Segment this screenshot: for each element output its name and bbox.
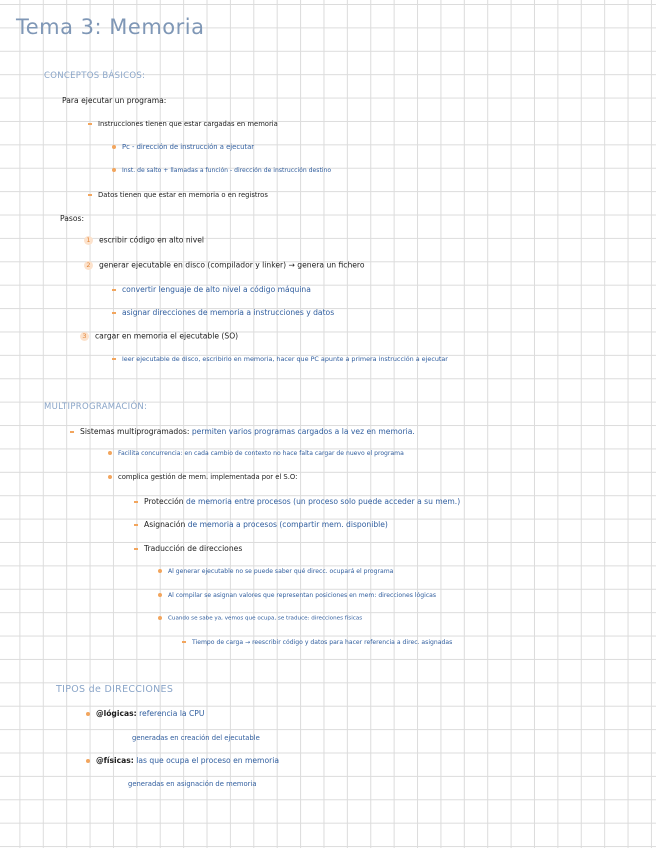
asignacion-line: Asignación de memoria a procesos (compartir mem. disponible) [134,521,388,529]
paso-3a-line: leer ejecutable de disco, escribirlo en memoria, hacer que PC apunte a primera instrucción a ejecutar [112,356,448,362]
step-number-icon: 3 [80,332,89,341]
bullet-icon [108,475,112,479]
section-heading-multiprog: MULTIPROGRAMACIÓN: [44,402,148,412]
bullet-icon [134,524,138,526]
bullet-icon [108,451,112,455]
traduccion-3-line: Cuando se sabe ya, vemos que ocupa, se traduce: direcciones físicas [158,616,362,622]
logicas-line: @lógicas: referencia la CPU [86,710,204,718]
paso-2b-line: asignar direcciones de memoria a instrucciones y datos [112,309,334,317]
step-number-icon: 2 [84,261,93,270]
bullet-icon [112,289,116,291]
traduccion-4-line: Tiempo de carga → reescribir código y datos para hacer referencia a direc. asignadas [182,640,452,646]
fisicas-sub-line: generadas en asignación de memoria [128,780,257,788]
pc-line: Pc - dirección de instrucción a ejecutar [112,144,254,151]
bullet-icon [112,312,116,314]
section-heading-tipos: TIPOS de DIRECCIONES [56,684,174,695]
datos-line: Datos tienen que estar en memoria o en registros [88,192,268,199]
bullet-icon [86,759,90,763]
facilita-line: Facilita concurrencia: en cada cambio de contexto no hace falta cargar de nuevo el programa [108,451,404,457]
sistemas-line: Sistemas multiprogramados: permiten varios programas cargados a la vez en memoria. [70,428,415,436]
inst-salto-line: Inst. de salto + llamadas a función - dirección de instrucción destino [112,168,331,174]
pasos-line: Pasos: [60,214,85,223]
paso-1-line: 1 escribir código en alto nivel [84,236,204,245]
paso-2-line: 2 generar ejecutable en disco (compilador y linker) → genera un fichero [84,261,365,270]
page-title: Tema 3: Memoria [16,15,205,39]
bullet-icon [134,548,138,550]
bullet-icon [88,123,92,125]
bullet-icon [112,145,116,149]
proteccion-line: Protección de memoria entre procesos (un proceso solo puede acceder a su mem.) [134,498,460,506]
complica-line: complica gestión de mem. implementada por el S.O: [108,474,297,481]
bullet-icon [158,616,162,620]
fisicas-line: @físicas: las que ocupa el proceso en memoria [86,757,279,765]
para-ejecutar-line: Para ejecutar un programa: [62,96,167,105]
paso-3-line: 3 cargar en memoria el ejecutable (SO) [80,332,238,341]
traduccion-2-line: Al compilar se asignan valores que representan posiciones en mem: direcciones lógicas [158,593,436,599]
instrucciones-line: Instrucciones tienen que estar cargadas en memoria [88,121,278,128]
bullet-icon [88,194,92,196]
bullet-icon [158,569,162,573]
paso-2a-line: convertir lenguaje de alto nivel a código máquina [112,286,311,294]
logicas-sub-line: generadas en creación del ejecutable [132,734,260,742]
bullet-icon [182,641,186,643]
section-heading-conceptos: CONCEPTOS BÁSICOS: [44,71,146,81]
bullet-icon [158,593,162,597]
bullet-icon [112,358,116,360]
bullet-icon [70,431,74,433]
bullet-icon [86,712,90,716]
traduccion-1-line: Al generar ejecutable no se puede saber qué direcc. ocupará el programa [158,569,393,575]
bullet-icon [112,168,116,172]
step-number-icon: 1 [84,236,93,245]
traduccion-line: Traducción de direcciones [134,545,242,553]
bullet-icon [134,501,138,503]
